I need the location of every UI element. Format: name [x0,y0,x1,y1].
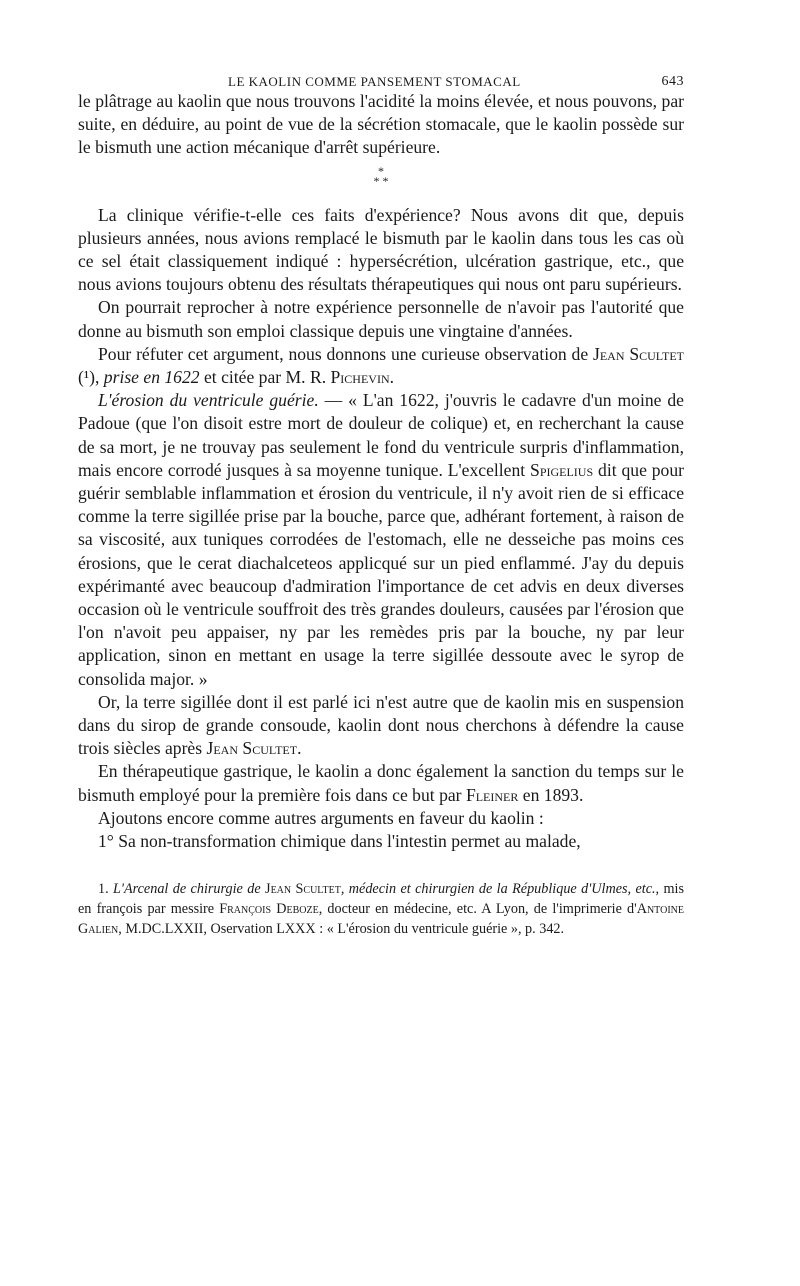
paragraph-7 [78,760,684,806]
page-header [78,60,684,90]
quote-title: L'érosion du ventricule guérie. [98,390,319,411]
paragraph-1: le plâtrage au kaolin que nous trouvons l'acidité la moins élevée, et nous pouvons, par suite, en déduire, au point de vue de la sécrétion stomacale, que le kaolin possède sur le bismuth une action mécanique d'arrêt supérieure. [78,91,684,158]
para7-text-1: En thérapeutique gastrique, le kaolin a donc également la sanction du temps sur le bismuth employé pour la première fois dans ce but par [78,761,684,805]
para4-text-1: Pour réfuter cet argument, nous donnons une curieuse observation de [98,343,593,364]
author-name-scultet: Jean Scultet [592,343,684,364]
quote-text-1: — « L'an 1622, j'ouvris le cadavre d'un moine de Padoue (que l'on disoit estre mort de douleur de colique) et, en recherchant la cause de sa mort, je ne trouvay pas seulement le fond du ventricule surpris d'inflammation, mais encore corrodé jusques à sa moyenne tunique. L'excellent [78,390,684,480]
paragraph-8: Ajoutons encore comme autres arguments en faveur du kaolin : [98,807,544,828]
footnote-name-deboze: François Deboze [219,901,319,918]
paragraph-5-quote [78,389,684,691]
footnote-text-2: , médecin et chirurgien de la République d'Ulmes, etc. [340,881,656,898]
author-name-scultet-2: Jean Scultet [206,738,298,759]
para7-text-2: en 1893. [518,784,584,805]
footnote-1 [78,879,684,939]
footnotes [78,879,684,939]
quote-text-2: dit que pour guérir semblable inflammation et érosion du ventricule, il n'y avoit rien de si efficace comme la terre sigillée prise par la bouche, parce que, adhérant fortement, à raison de sa viscosité, aux tuniques corrodées de l'estomach, elle ne desseiche pas moins ces érosions, que le cerat diachalceteos applicqué sur un pied enflammé. J'ay du depuis expérimanté avec beaucoup d'admiration l'importance de cet advis en deux diverses occasion où le ventricule souffroit des très grandes douleurs, causées par l'érosion que l'on n'avoit peu appaiser, ny par les remèdes pris par la bouche, ny par leur application, sinon en mettant en usage la terre sigillée dessoute avec le syrop de consolida major. » [78,459,685,689]
author-name-spigelius: Spigelius [530,459,594,480]
para4-text-4: . [389,367,395,388]
author-name-pichevin: Pichevin [330,367,390,388]
book-page [78,60,684,939]
running-head: LE KAOLIN COMME PANSEMENT STOMACAL [228,74,521,89]
page-number: 643 [661,74,684,89]
para4-text-3: et citée par M. R. [199,367,331,388]
asterism-bottom: * * [373,173,389,188]
footnote-name-scultet: Jean Scultet [265,881,341,898]
footnote-text-4: , docteur en médecine, etc. A Lyon, de l'imprimerie d' [318,901,637,918]
author-name-fleiner: Fleiner [465,784,519,805]
para4-text-2: prise en 1622 [103,367,200,388]
paragraph-2: La clinique vérifie-t-elle ces faits d'expérience? Nous avons dit que, depuis plusieurs années, nous avions remplacé le bismuth par le kaolin dans tous les cas où ce sel était classiquement indiqué : hypersécrétion, ulcération gastrique, etc., que nous avions toujours obtenu des résultats thérapeutiques qui nous ont paru supérieurs. [78,204,684,295]
para6-text-2: . [297,738,302,759]
asterism-top: * [378,163,384,178]
paragraph-9: 1° Sa non-transformation chimique dans l'intestin permet au malade, [98,831,581,852]
body-text [78,90,684,853]
asterism [78,160,684,204]
footnote-number: 1. [98,881,114,898]
footnote-ref: (¹), [78,367,104,388]
footnote-text-1: L'Arcenal de chirurgie de [113,881,266,898]
paragraph-6 [78,691,684,761]
footnote-text-5: , M.DC.LXXII, Oservation LXXX : « L'érosion du ventricule guérie », p. 342. [118,921,565,938]
para6-text-1: Or, la terre sigillée dont il est parlé ici n'est autre que de kaolin mis en suspension dans du sirop de grande consoude, kaolin dont nous cherchons à défendre la cause trois siècles après [78,691,684,759]
paragraph-3: On pourrait reprocher à notre expérience personnelle de n'avoir pas l'autorité que donne au bismuth son emploi classique depuis une vingtaine d'années. [78,297,684,341]
footnote-text-3: , mis en françois par messire [78,881,684,918]
footnote-name-galien: Antoine Galien [78,901,684,938]
paragraph-4 [78,343,684,389]
